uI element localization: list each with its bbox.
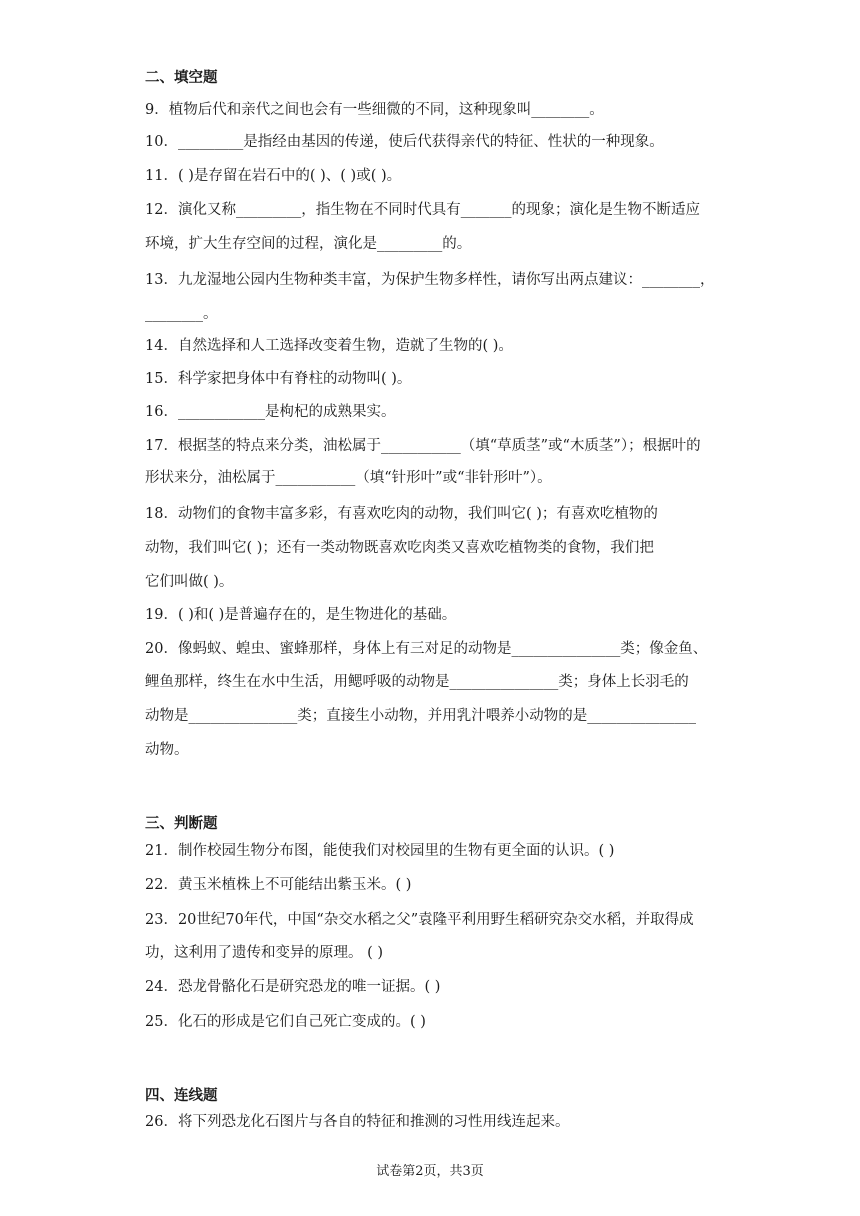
question-20-line-1: 20．像蚂蚁、蝗虫、蜜蜂那样，身体上有三对足的动物是_______________类；像金鱼、 — [145, 641, 708, 657]
question-12-line-1: 12．演化又称_________，指生物在不同时代具有_______的现象；演化是生物不断适应 — [145, 202, 700, 218]
question-24: 24．恐龙骨骼化石是研究恐龙的唯一证据。( ) — [145, 979, 441, 995]
question-23-line-2: 功，这利用了遗传和变异的原理。 ( ) — [145, 945, 384, 961]
question-19: 19．( )和( )是普遍存在的，是生物进化的基础。 — [145, 607, 457, 623]
question-26: 26．将下列恐龙化石图片与各自的特征和推测的习性用线连起来。 — [145, 1114, 570, 1130]
question-18-line-3: 它们叫做( )。 — [145, 574, 234, 590]
question-20-line-2: 鲤鱼那样，终生在水中生活，用鳃呼吸的动物是_______________类；身体上长羽毛的 — [145, 674, 689, 690]
question-18-line-2: 动物，我们叫它( )；还有一类动物既喜欢吃肉类又喜欢吃植物类的食物，我们把 — [145, 540, 654, 556]
question-20-line-4: 动物。 — [145, 742, 189, 758]
question-15: 15．科学家把身体中有脊柱的动物叫( )。 — [145, 371, 412, 387]
section-title-matching: 四、连线题 — [145, 1088, 218, 1104]
question-12-line-2: 环境，扩大生存空间的过程，演化是_________的。 — [145, 236, 472, 252]
question-18-line-1: 18．动物们的食物丰富多彩，有喜欢吃肉的动物，我们叫它( )；有喜欢吃植物的 — [145, 506, 658, 522]
question-22: 22．黄玉米植株上不可能结出紫玉米。( ) — [145, 877, 412, 893]
question-10: 10．_________是指经由基因的传递，使后代获得亲代的特征、性状的一种现象。 — [145, 134, 664, 150]
question-21: 21．制作校园生物分布图，能使我们对校园里的生物有更全面的认识。( ) — [145, 843, 615, 859]
section-title-judgement: 三、判断题 — [145, 816, 218, 832]
question-20-line-3: 动物是_______________类；直接生小动物，并用乳汁喂养小动物的是_______________ — [145, 708, 696, 724]
page-footer: 试卷第2页，共3页 — [376, 1164, 484, 1179]
question-17-line-1: 17．根据茎的特点来分类，油松属于___________（填“草质茎”或“木质茎”）；根据叶的 — [145, 438, 701, 454]
question-17-line-2: 形状来分，油松属于___________（填“针形叶”或“非针形叶”）。 — [145, 470, 552, 486]
question-23-line-1: 23．20世纪70年代，中国“杂交水稻之父”袁隆平利用野生稻研究杂交水稻，并取得成 — [145, 912, 694, 928]
question-25: 25．化石的形成是它们自己死亡变成的。( ) — [145, 1014, 426, 1030]
question-13-line-2: ________。 — [145, 306, 218, 322]
question-16: 16．____________是枸杞的成熟果实。 — [145, 404, 396, 420]
question-9: 9．植物后代和亲代之间也会有一些细微的不同，这种现象叫________。 — [145, 102, 604, 118]
question-13-line-1: 13．九龙湿地公园内生物种类丰富，为保护生物多样性，请你写出两点建议：________， — [145, 272, 715, 288]
section-title-fill-blank: 二、填空题 — [145, 70, 218, 86]
question-14: 14．自然选择和人工选择改变着生物，造就了生物的( )。 — [145, 338, 513, 354]
question-11: 11．( )是存留在岩石中的( )、( )或( )。 — [145, 168, 402, 184]
